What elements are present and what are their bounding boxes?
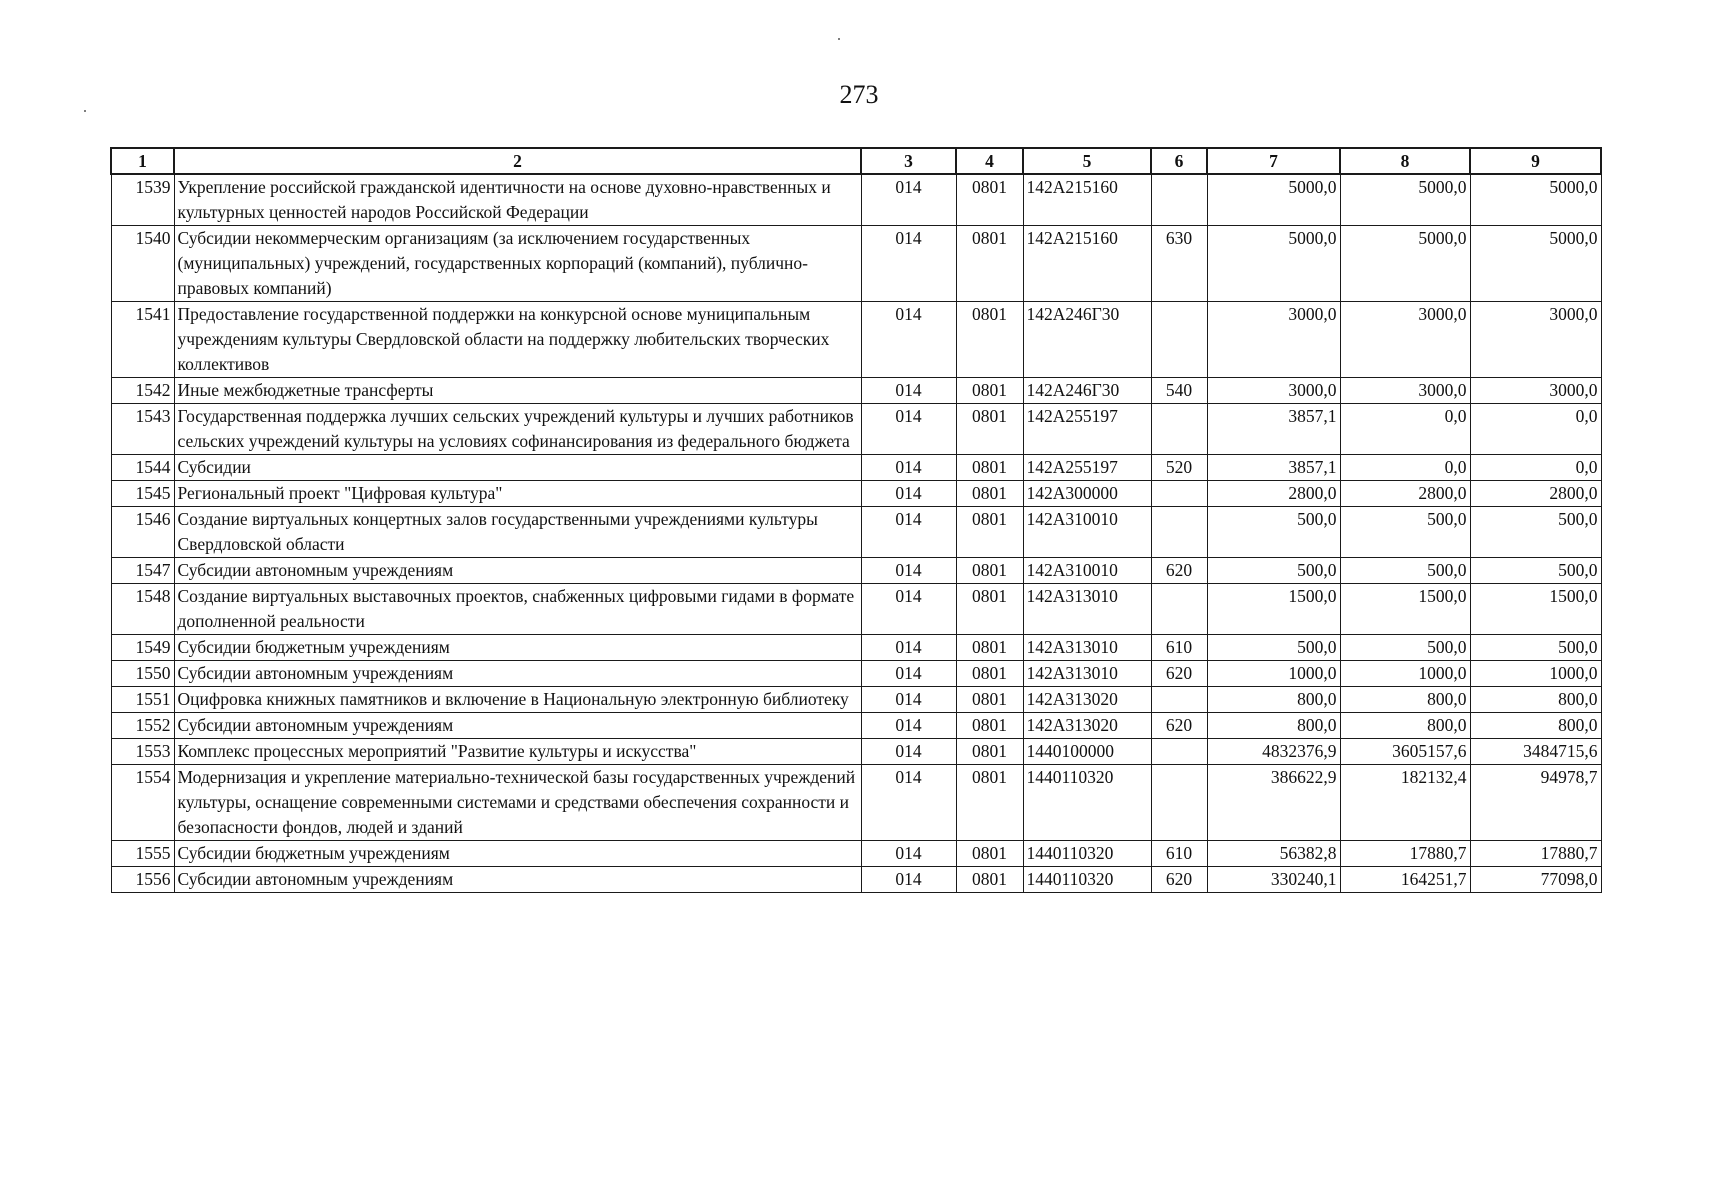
- column-header: 5: [1023, 148, 1151, 174]
- amount-year-2: 3000,0: [1340, 302, 1470, 378]
- amount-year-1: 3000,0: [1207, 302, 1340, 378]
- amount-year-3: 5000,0: [1470, 174, 1601, 226]
- amount-year-2: 800,0: [1340, 713, 1470, 739]
- expense-type-code: [1151, 765, 1207, 841]
- target-article-code: 142A313010: [1023, 661, 1151, 687]
- target-article-code: 1440100000: [1023, 739, 1151, 765]
- amount-year-2: 17880,7: [1340, 841, 1470, 867]
- target-article-code: 142A255197: [1023, 455, 1151, 481]
- amount-year-2: 1000,0: [1340, 661, 1470, 687]
- table-row: [111, 739, 1601, 765]
- expense-type-code: [1151, 584, 1207, 635]
- column-header: 3: [861, 148, 956, 174]
- amount-year-3: 17880,7: [1470, 841, 1601, 867]
- ministry-code: 014: [861, 661, 956, 687]
- table-row: [111, 174, 1601, 226]
- row-number: 1546: [111, 507, 174, 558]
- amount-year-3: 0,0: [1470, 455, 1601, 481]
- amount-year-3: 1500,0: [1470, 584, 1601, 635]
- column-header: 9: [1470, 148, 1601, 174]
- amount-year-2: 182132,4: [1340, 765, 1470, 841]
- table-row: [111, 841, 1601, 867]
- row-number: 1548: [111, 584, 174, 635]
- amount-year-1: 3857,1: [1207, 404, 1340, 455]
- expense-type-code: [1151, 302, 1207, 378]
- section-code: 0801: [956, 841, 1023, 867]
- ministry-code: 014: [861, 713, 956, 739]
- table-row: [111, 507, 1601, 558]
- amount-year-1: 800,0: [1207, 687, 1340, 713]
- table-row: [111, 635, 1601, 661]
- expense-type-code: 620: [1151, 558, 1207, 584]
- table-row: [111, 765, 1601, 841]
- expense-type-code: [1151, 687, 1207, 713]
- target-article-code: 142A310010: [1023, 507, 1151, 558]
- ministry-code: 014: [861, 635, 956, 661]
- scan-speck: [838, 38, 840, 40]
- target-article-code: 142A246Г30: [1023, 302, 1151, 378]
- section-code: 0801: [956, 661, 1023, 687]
- amount-year-2: 5000,0: [1340, 226, 1470, 302]
- row-number: 1555: [111, 841, 174, 867]
- row-description: Создание виртуальных выставочных проектов, снабженных цифровыми гидами в формате дополненной реальности: [174, 584, 861, 635]
- amount-year-1: 5000,0: [1207, 174, 1340, 226]
- amount-year-2: 500,0: [1340, 558, 1470, 584]
- amount-year-1: 330240,1: [1207, 867, 1340, 893]
- ministry-code: 014: [861, 481, 956, 507]
- amount-year-3: 77098,0: [1470, 867, 1601, 893]
- table-row: [111, 661, 1601, 687]
- table-body: [111, 174, 1601, 893]
- amount-year-3: 500,0: [1470, 635, 1601, 661]
- row-description: Субсидии: [174, 455, 861, 481]
- table-row: [111, 584, 1601, 635]
- row-number: 1552: [111, 713, 174, 739]
- amount-year-1: 56382,8: [1207, 841, 1340, 867]
- ministry-code: 014: [861, 558, 956, 584]
- section-code: 0801: [956, 174, 1023, 226]
- amount-year-3: 800,0: [1470, 713, 1601, 739]
- section-code: 0801: [956, 713, 1023, 739]
- column-header: 7: [1207, 148, 1340, 174]
- section-code: 0801: [956, 867, 1023, 893]
- row-description: Субсидии автономным учреждениям: [174, 867, 861, 893]
- row-number: 1543: [111, 404, 174, 455]
- row-description: Субсидии автономным учреждениям: [174, 713, 861, 739]
- amount-year-2: 1500,0: [1340, 584, 1470, 635]
- amount-year-2: 0,0: [1340, 404, 1470, 455]
- target-article-code: 1440110320: [1023, 841, 1151, 867]
- target-article-code: 1440110320: [1023, 765, 1151, 841]
- budget-table: [110, 147, 1602, 893]
- amount-year-3: 5000,0: [1470, 226, 1601, 302]
- amount-year-2: 0,0: [1340, 455, 1470, 481]
- expense-type-code: [1151, 507, 1207, 558]
- amount-year-3: 500,0: [1470, 507, 1601, 558]
- ministry-code: 014: [861, 455, 956, 481]
- section-code: 0801: [956, 765, 1023, 841]
- section-code: 0801: [956, 558, 1023, 584]
- ministry-code: 014: [861, 174, 956, 226]
- row-number: 1542: [111, 378, 174, 404]
- amount-year-3: 0,0: [1470, 404, 1601, 455]
- amount-year-1: 1000,0: [1207, 661, 1340, 687]
- row-number: 1553: [111, 739, 174, 765]
- amount-year-3: 2800,0: [1470, 481, 1601, 507]
- row-description: Оцифровка книжных памятников и включение в Национальную электронную библиотеку: [174, 687, 861, 713]
- amount-year-1: 386622,9: [1207, 765, 1340, 841]
- section-code: 0801: [956, 635, 1023, 661]
- amount-year-3: 3000,0: [1470, 302, 1601, 378]
- amount-year-2: 500,0: [1340, 635, 1470, 661]
- target-article-code: 142A313020: [1023, 713, 1151, 739]
- row-number: 1551: [111, 687, 174, 713]
- target-article-code: 142A300000: [1023, 481, 1151, 507]
- row-description: Субсидии автономным учреждениям: [174, 558, 861, 584]
- column-header: 1: [111, 148, 174, 174]
- ministry-code: 014: [861, 841, 956, 867]
- amount-year-2: 500,0: [1340, 507, 1470, 558]
- amount-year-3: 3484715,6: [1470, 739, 1601, 765]
- table-row: [111, 226, 1601, 302]
- amount-year-1: 3000,0: [1207, 378, 1340, 404]
- row-description: Иные межбюджетные трансферты: [174, 378, 861, 404]
- row-description: Создание виртуальных концертных залов государственными учреждениями культуры Свердловской области: [174, 507, 861, 558]
- row-description: Субсидии некоммерческим организациям (за исключением государственных (муниципальных) учреждений, государственных корпораций (компаний), публично-правовых компаний): [174, 226, 861, 302]
- column-header: 2: [174, 148, 861, 174]
- expense-type-code: 620: [1151, 661, 1207, 687]
- table-row: [111, 687, 1601, 713]
- amount-year-1: 5000,0: [1207, 226, 1340, 302]
- ministry-code: 014: [861, 867, 956, 893]
- expense-type-code: [1151, 739, 1207, 765]
- expense-type-code: 620: [1151, 713, 1207, 739]
- expense-type-code: 610: [1151, 635, 1207, 661]
- amount-year-3: 500,0: [1470, 558, 1601, 584]
- section-code: 0801: [956, 481, 1023, 507]
- column-header-row: [111, 148, 1601, 174]
- column-header: 4: [956, 148, 1023, 174]
- row-description: Комплекс процессных мероприятий "Развитие культуры и искусства": [174, 739, 861, 765]
- page-number: 273: [839, 80, 879, 109]
- row-number: 1540: [111, 226, 174, 302]
- section-code: 0801: [956, 507, 1023, 558]
- amount-year-2: 2800,0: [1340, 481, 1470, 507]
- row-number: 1549: [111, 635, 174, 661]
- table-row: [111, 481, 1601, 507]
- table-row: [111, 378, 1601, 404]
- ministry-code: 014: [861, 584, 956, 635]
- target-article-code: 142A215160: [1023, 226, 1151, 302]
- amount-year-1: 500,0: [1207, 635, 1340, 661]
- section-code: 0801: [956, 584, 1023, 635]
- section-code: 0801: [956, 455, 1023, 481]
- amount-year-1: 500,0: [1207, 558, 1340, 584]
- expense-type-code: 630: [1151, 226, 1207, 302]
- target-article-code: 142A313020: [1023, 687, 1151, 713]
- ministry-code: 014: [861, 226, 956, 302]
- ministry-code: 014: [861, 739, 956, 765]
- target-article-code: 1440110320: [1023, 867, 1151, 893]
- row-description: Модернизация и укрепление материально-технической базы государственных учреждений культуры, оснащение современными системами и средствами обеспечения сохранности и безопасности фондов, людей и зданий: [174, 765, 861, 841]
- amount-year-1: 3857,1: [1207, 455, 1340, 481]
- amount-year-3: 3000,0: [1470, 378, 1601, 404]
- amount-year-1: 800,0: [1207, 713, 1340, 739]
- row-description: Государственная поддержка лучших сельских учреждений культуры и лучших работников сельских учреждений культуры на условиях софинансирования из федерального бюджета: [174, 404, 861, 455]
- amount-year-2: 3605157,6: [1340, 739, 1470, 765]
- table-row: [111, 404, 1601, 455]
- target-article-code: 142A313010: [1023, 635, 1151, 661]
- scan-speck: [84, 110, 86, 112]
- target-article-code: 142A310010: [1023, 558, 1151, 584]
- amount-year-1: 2800,0: [1207, 481, 1340, 507]
- row-number: 1545: [111, 481, 174, 507]
- section-code: 0801: [956, 226, 1023, 302]
- row-number: 1556: [111, 867, 174, 893]
- amount-year-2: 800,0: [1340, 687, 1470, 713]
- table-row: [111, 713, 1601, 739]
- expense-type-code: 520: [1151, 455, 1207, 481]
- table-row: [111, 558, 1601, 584]
- expense-type-code: 620: [1151, 867, 1207, 893]
- column-header: 6: [1151, 148, 1207, 174]
- expense-type-code: 540: [1151, 378, 1207, 404]
- row-description: Региональный проект "Цифровая культура": [174, 481, 861, 507]
- row-description: Укрепление российской гражданской идентичности на основе духовно-нравственных и культурных ценностей народов Российской Федерации: [174, 174, 861, 226]
- section-code: 0801: [956, 404, 1023, 455]
- row-description: Субсидии бюджетным учреждениям: [174, 841, 861, 867]
- amount-year-3: 1000,0: [1470, 661, 1601, 687]
- expense-type-code: [1151, 174, 1207, 226]
- expense-type-code: [1151, 404, 1207, 455]
- amount-year-1: 1500,0: [1207, 584, 1340, 635]
- ministry-code: 014: [861, 378, 956, 404]
- table-row: [111, 455, 1601, 481]
- amount-year-3: 94978,7: [1470, 765, 1601, 841]
- row-description: Предоставление государственной поддержки на конкурсной основе муниципальным учреждениям культуры Свердловской области на поддержку любительских творческих коллективов: [174, 302, 861, 378]
- expense-type-code: [1151, 481, 1207, 507]
- row-description: Субсидии автономным учреждениям: [174, 661, 861, 687]
- column-header: 8: [1340, 148, 1470, 174]
- table-row: [111, 867, 1601, 893]
- ministry-code: 014: [861, 404, 956, 455]
- row-number: 1544: [111, 455, 174, 481]
- ministry-code: 014: [861, 302, 956, 378]
- target-article-code: 142A246Г30: [1023, 378, 1151, 404]
- section-code: 0801: [956, 378, 1023, 404]
- amount-year-2: 5000,0: [1340, 174, 1470, 226]
- target-article-code: 142A313010: [1023, 584, 1151, 635]
- ministry-code: 014: [861, 507, 956, 558]
- row-number: 1547: [111, 558, 174, 584]
- row-number: 1539: [111, 174, 174, 226]
- section-code: 0801: [956, 739, 1023, 765]
- amount-year-1: 500,0: [1207, 507, 1340, 558]
- ministry-code: 014: [861, 687, 956, 713]
- amount-year-2: 164251,7: [1340, 867, 1470, 893]
- row-number: 1550: [111, 661, 174, 687]
- target-article-code: 142A255197: [1023, 404, 1151, 455]
- section-code: 0801: [956, 687, 1023, 713]
- target-article-code: 142A215160: [1023, 174, 1151, 226]
- row-description: Субсидии бюджетным учреждениям: [174, 635, 861, 661]
- ministry-code: 014: [861, 765, 956, 841]
- row-number: 1541: [111, 302, 174, 378]
- table-row: [111, 302, 1601, 378]
- amount-year-1: 4832376,9: [1207, 739, 1340, 765]
- section-code: 0801: [956, 302, 1023, 378]
- amount-year-3: 800,0: [1470, 687, 1601, 713]
- row-number: 1554: [111, 765, 174, 841]
- amount-year-2: 3000,0: [1340, 378, 1470, 404]
- expense-type-code: 610: [1151, 841, 1207, 867]
